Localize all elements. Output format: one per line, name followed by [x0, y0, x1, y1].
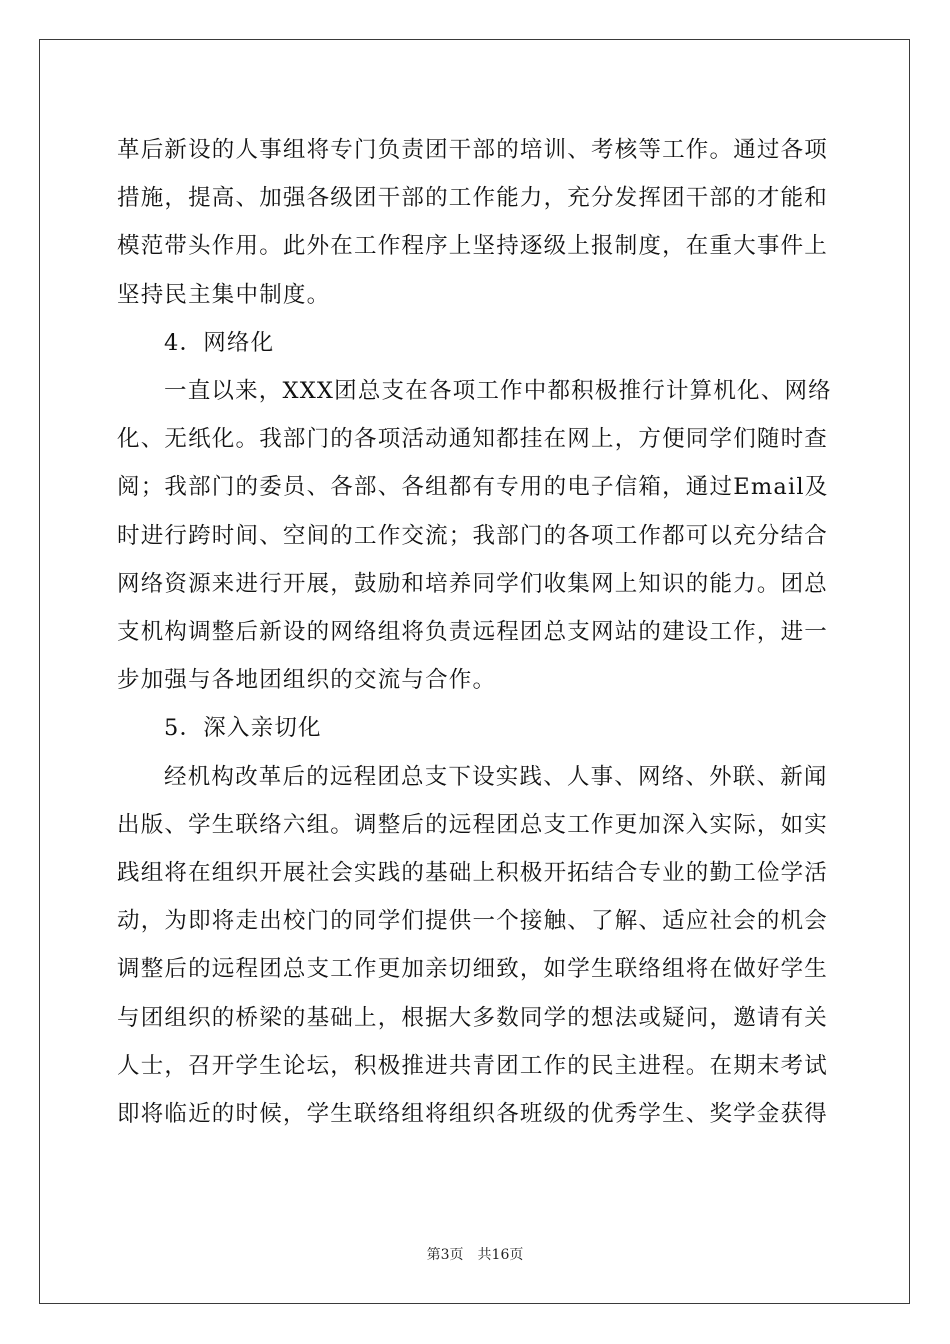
text-line: 阅；我部门的委员、各部、各组都有专用的电子信箱，通过Email及: [117, 474, 829, 501]
text-line: 一直以来，XXX团总支在各项工作中都积极推行计算机化、网络: [164, 378, 832, 405]
text-line: 步加强与各地团组织的交流与合作。: [117, 667, 497, 694]
text-line: 即将临近的时候，学生联络组将组织各班级的优秀学生、奖学金获得: [117, 1101, 829, 1128]
section-heading-5: 5．深入亲切化: [164, 715, 322, 742]
text-line: 坚持民主集中制度。: [117, 281, 331, 308]
text-line: 化、无纸化。我部门的各项活动通知都挂在网上，方便同学们随时查: [117, 426, 829, 453]
text-line: 革后新设的人事组将专门负责团干部的培训、考核等工作。通过各项: [117, 137, 829, 163]
page-total: 共16页: [477, 1247, 524, 1263]
text-line: 模范带头作用。此外在工作程序上坚持逐级上报制度，在重大事件上: [117, 233, 829, 260]
text-line: 支机构调整后新设的网络组将负责远程团总支网站的建设工作，进一: [117, 619, 829, 646]
text-line: 动，为即将走出校门的同学们提供一个接触、了解、适应社会的机会: [117, 908, 829, 935]
page-footer: [0, 1244, 950, 1264]
page-number: 第3页: [426, 1247, 464, 1263]
text-line: 措施，提高、加强各级团干部的工作能力，充分发挥团干部的才能和: [117, 185, 829, 212]
text-line: 网络资源来进行开展，鼓励和培养同学们收集网上知识的能力。团总: [117, 570, 829, 597]
section-heading-4: 4．网络化: [164, 329, 275, 356]
text-line: 时进行跨时间、空间的工作交流；我部门的各项工作都可以充分结合: [117, 522, 829, 549]
text-line: 出版、学生联络六组。调整后的远程团总支工作更加深入实际，如实: [117, 811, 829, 838]
text-line: 践组将在组织开展社会实践的基础上积极开拓结合专业的勤工俭学活: [117, 860, 829, 887]
text-line: 人士，召开学生论坛，积极推进共青团工作的民主进程。在期末考试: [117, 1052, 829, 1079]
document-body: [117, 126, 833, 1138]
text-line: 经机构改革后的远程团总支下设实践、人事、网络、外联、新闻: [164, 763, 828, 790]
text-line: 与团组织的桥梁的基础上，根据大多数同学的想法或疑问，邀请有关: [117, 1004, 829, 1031]
text-line: 调整后的远程团总支工作更加亲切细致，如学生联络组将在做好学生: [117, 956, 829, 983]
